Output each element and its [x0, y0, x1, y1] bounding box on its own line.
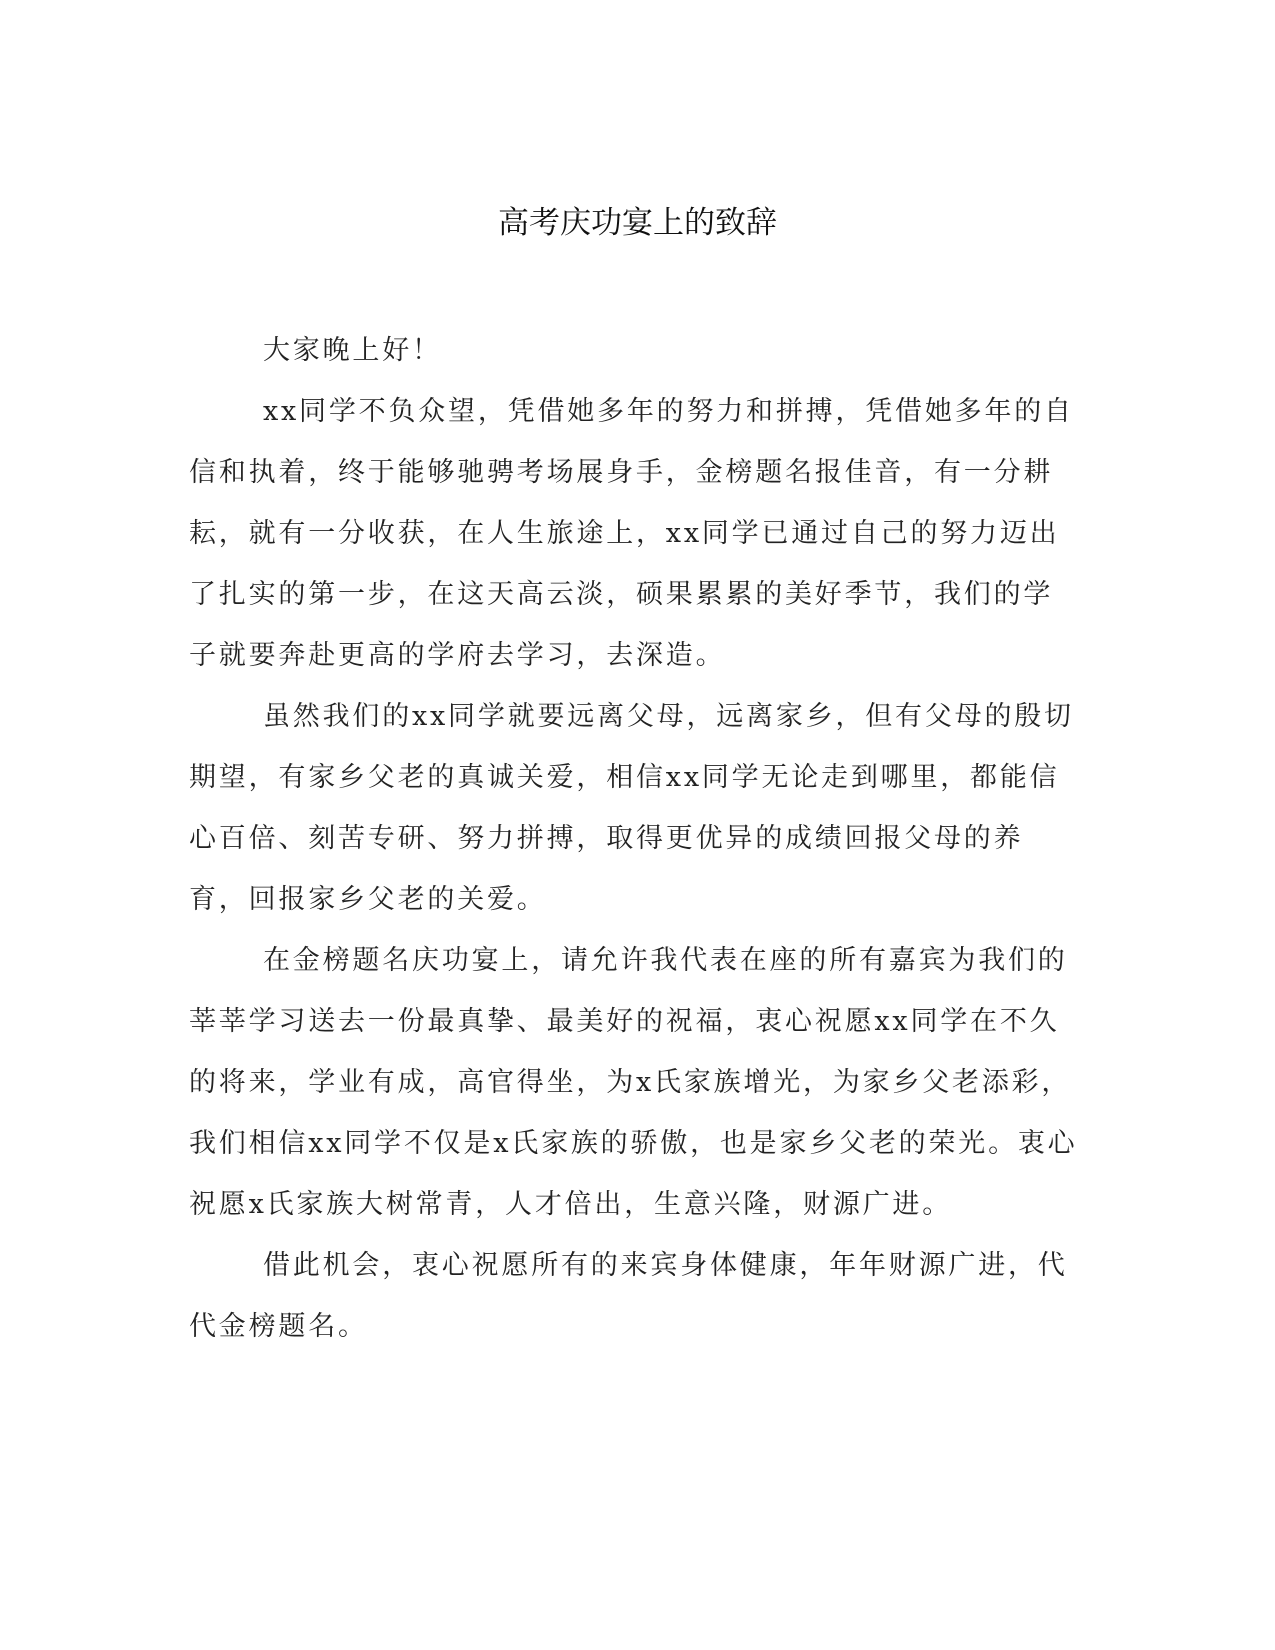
body-paragraph: 虽然我们的xx同学就要远离父母，远离家乡，但有父母的殷切期望，有家乡父老的真诚关爱，相信xx同学无论走到哪里，都能信心百倍、刻苦专研、努力拼搏，取得更优异的成绩回报父母的养育，回报家乡父老的关爱。	[189, 701, 1074, 915]
body-paragraph: 在金榜题名庆功宴上，请允许我代表在座的所有嘉宾为我们的莘莘学习送去一份最真挚、最美好的祝福，衷心祝愿xx同学在不久的将来，学业有成，高官得坐，为x氏家族增光，为家乡父老添彩，我们相信xx同学不仅是x氏家族的骄傲，也是家乡父老的荣光。衷心祝愿x氏家族大树常青，人才倍出，生意兴隆，财源广进。	[189, 945, 1078, 1220]
closing-paragraph: 借此机会，衷心祝愿所有的来宾身体健康，年年财源广进，代代金榜题名。	[189, 1250, 1068, 1342]
body-paragraph: xx同学不负众望，凭借她多年的努力和拼搏，凭借她多年的自信和执着，终于能够驰骋考场展身手，金榜题名报佳音，有一分耕耘，就有一分收获，在人生旅途上，xx同学已通过自己的努力迈出了扎实的第一步，在这天高云淡，硕果累累的美好季节，我们的学子就要奔赴更高的学府去学习，去深造。	[189, 396, 1074, 671]
document-body	[189, 320, 1079, 1357]
document-title: 高考庆功宴上的致辞	[498, 205, 777, 241]
greeting-paragraph: 大家晚上好！	[263, 335, 442, 366]
